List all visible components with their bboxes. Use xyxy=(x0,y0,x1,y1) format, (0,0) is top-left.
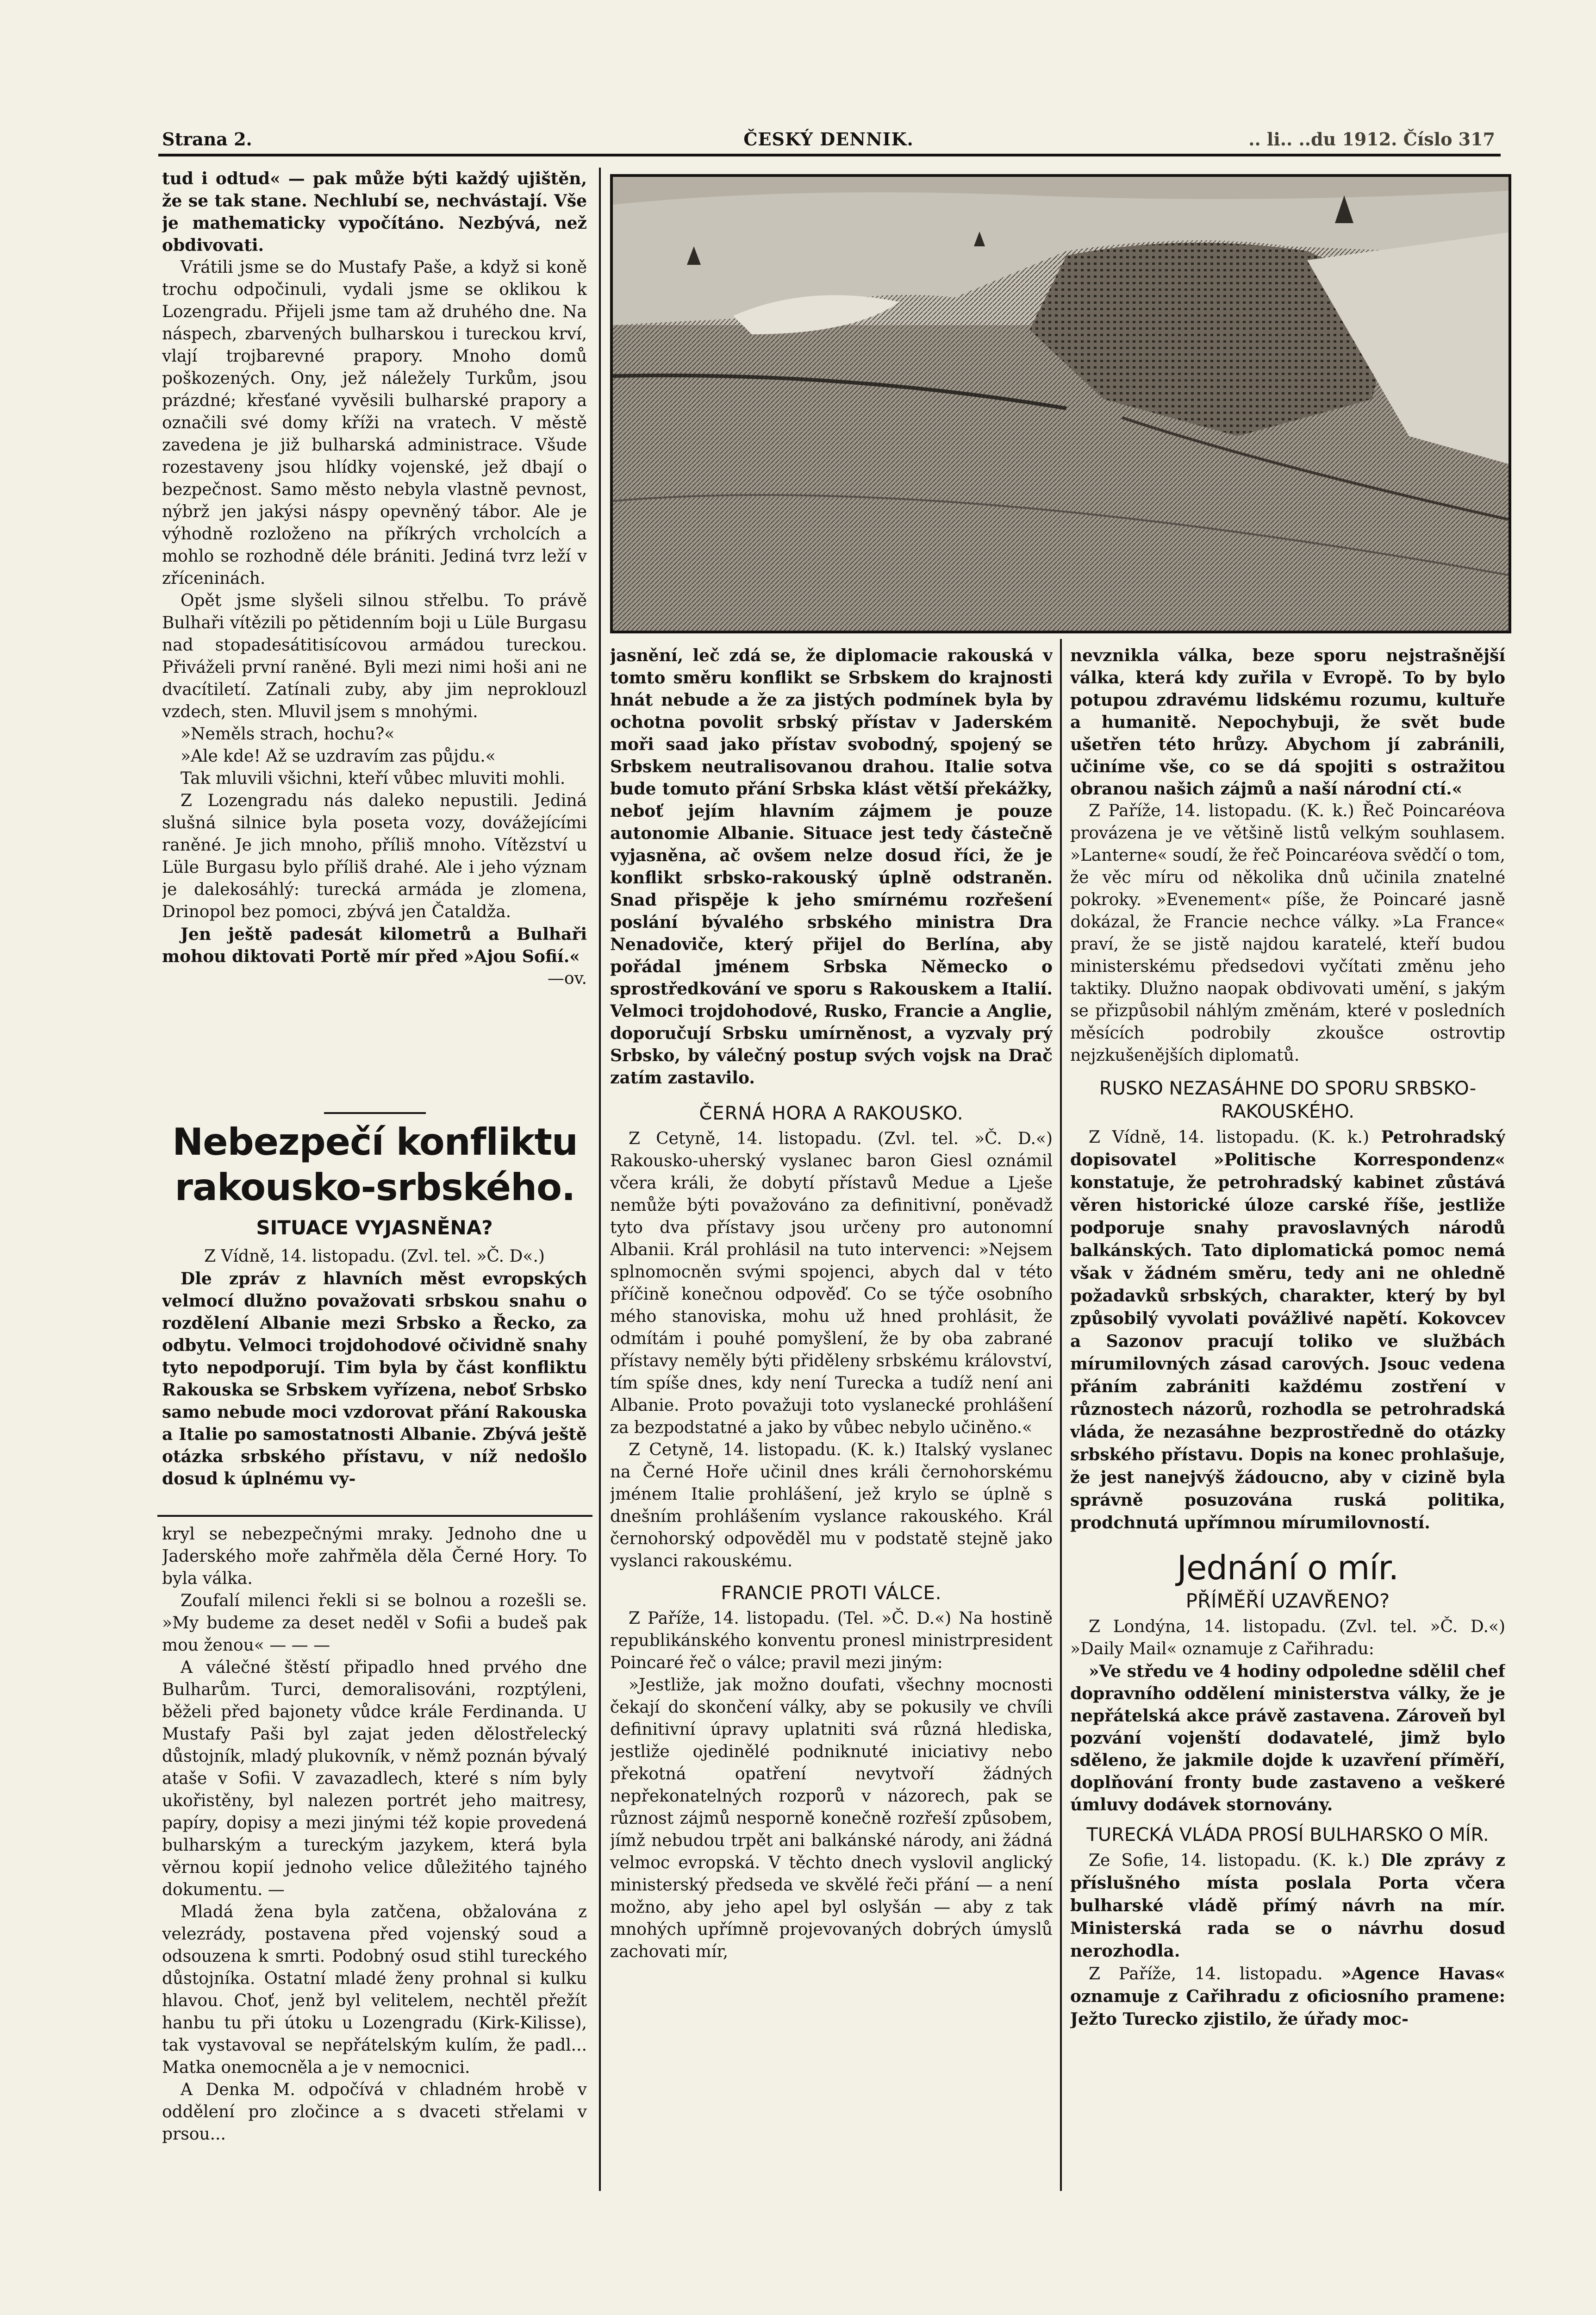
article-bold-text: Dle zprávy z příslušného místa poslala Porta včera bulharské vládě přímý návrh na mír. Ministerská rada se o návrhu dosud nerozhodla. xyxy=(1070,1851,1505,1961)
heading-cerna-hora: ČERNÁ HORA A RAKOUSKO. xyxy=(699,1103,964,1124)
heading-jednani-o-mir: Jednání o mír. xyxy=(1177,1548,1399,1587)
article-paragraph: »Ve středu ve 4 hodiny odpoledne sdělil chef dopravního oddělení ministerstva války, že je nepřátelská akce právě zastavena. Zároveň byl pozvání vojenští dodavatelé, jimž bylo sděleno, že jakmile dojde k uzavření příměří, doplňování fronty bude zastaveno a veškeré úmluvy dodávek stornovány. xyxy=(1070,1662,1505,1814)
story-paragraph: A válečné štěstí připadlo hned prvého dne Bulharům. Turci, demoralisováni, rozptýleni, běželi před bajonety vůdce krále Ferdinanda. U Mustafy Paši byl zajat jeden dělostřelecký důstojník, mladý plukovník, v němž poznán bývalý ataše v Sofii. V zavazadlech, které s ním byly ukořistěny, byl nalezen portrét jeho maitresy, papíry, dopisy a mezi jinými též kopie provedená bulharským a tureckým jazykem, která byla věrnou kopií jednoho velice důležitého tajného dokumentu. — xyxy=(162,1658,587,1899)
issue-date: .. li.. ..du 1912. Číslo 317 xyxy=(1248,129,1495,150)
article-paragraph: Opět jsme slyšeli silnou střelbu. To právě Bulhaři vítězili po pětidenním boji u Lüle Burgasu nad stopadesátitisícovou armádou tureckou. Přiváželi první raněné. Byli mezi nimi hoši ani ne dvacítiletí. Zatínali zuby, aby jim neproklouzl vzdech, sten. Mluvil jsem s mnohými. xyxy=(162,591,587,721)
city-illustration xyxy=(610,174,1511,633)
heading-rusko: RUSKO NEZASÁHNE DO SPORU SRBSKO-RAKOUSKÉHO. xyxy=(1099,1078,1477,1122)
story-continuation xyxy=(162,1523,587,2195)
article-paragraph: tud i odtud« — pak může býti každý ujištěn, že se tak stane. Nechlubí se, nechvástají. Vše je mathematicky vypočítáno. Nezbývá, než obdivovati. xyxy=(162,169,587,255)
article-paragraph: »Jestliže, jak možno doufati, všechny mocnosti čekají do skončení války, aby se pokusily ve chvíli definitivní úpravy uplatniti svá různá hlediska, jestliže ojedinělé podniknuté iniciativy nebo překotná opatření nevytvoří žádných nepřekonatelných rozporů v názorech, pak se různost zájmů nesporně konečně rozřeší způsobem, jímž nebudou trpět ani balkánské národy, ani žádná velmoc evropská. V těchto dnech vyslovil anglický ministerský předseda ve skvělé řeči přání — a není možno, aby jeho apel byl oslyšán — aby z tak mnohých upřímně projevovaných dobrých úmyslů zachovati mír, xyxy=(610,1676,1053,1961)
dateline: Ze Sofie, 14. listopadu. (K. k.) xyxy=(1089,1851,1370,1870)
article-paragraph: Z Cetyně, 14. listopadu. (Zvl. tel. »Č. D.«) Rakousko-uherský vyslanec baron Giesl oznámil včera králi, že dobytí přístavů Medue a Lješe nemůže býti považováno za definitivní, poněvadž tyto dva přístavy jsou určeny pro autonomní Albanii. Král prohlásil na tuto intervenci: »Nejsem splnomocněn svými spojenci, abych dal v této příčině konečnou odpověď. Co se týče osobního mého stanoviska, mohu už hned prohlásit, že odmítám i pouhé pomyšlení, že by oba zabrané přístavy neměly býti přiděleny srbskému království, tím spíše dnes, kdy není Turecka a tudíž není ani Albanie. Proto považuji toto vyslanecké prohlášení za bezpodstatné a jako by vůbec nebylo učiněno.« xyxy=(610,1129,1053,1437)
dateline: Z Londýna, 14. listopadu. (Zvl. tel. »Č. D.«) »Daily Mail« oznamuje z Cařihradu: xyxy=(1070,1617,1505,1658)
article-paragraph: »Neměls strach, hochu?« xyxy=(181,725,395,744)
middle-column xyxy=(610,644,1053,2193)
article-paragraph: Jen ještě padesát kilometrů a Bulhaři mohou diktovati Portě mír před »Ajou Sofií.« xyxy=(162,925,587,966)
subhead-situace: SITUACE VYJASNĚNA? xyxy=(256,1216,493,1239)
story-paragraph: A Denka M. odpočívá v chladném hrobě v oddělení pro zločince a s dvaceti střelami v prsou... xyxy=(162,2080,587,2144)
dateline: Z Vídně, 14. listopadu. (K. k.) xyxy=(1089,1128,1370,1147)
heading-francie: FRANCIE PROTI VÁLCE. xyxy=(721,1583,942,1604)
masthead xyxy=(162,129,1495,152)
column-rule xyxy=(1060,639,1062,2191)
article-bold-text: Petrohradský dopisovatel »Politische Korrespondenz« konstatuje, že petrohradský kabinet zůstává věren historické úloze carské říše, jestliže podporuje snahy pravoslavných národů balkánských. Tato diplomatická pomoc nemá však v žádném směru, tedy ani ne ohledně požadavků srbských, charakter, který by byl způsobilý vyvolati povážlivé napětí. Kokovcev a Sazonov pracují toliko ve službách mírumilovných zásad carových. Jsouc vedena přáním zabrániti každému zostření v různostech názorů, rozhodla se petrohradská vláda, že nezasáhne bezprostředně do otázky srbského přístavu. Dopis na konec prohlašuje, že jest nanejvýš žádoucno, aby v cizině byla správně posuzována ruská politika, prodchnutá upřímnou mírumilovností. xyxy=(1070,1127,1505,1533)
article-paragraph: Z Paříže, 14. listopadu. (K. k.) Řeč Poincaréova provázena je ve většině listů velkým souhlasem. »Lanterne« soudí, že řeč Poincaréova svědčí o tom, že věc míru od několika dnů učinila znatelné pokroky. »Evenement« píše, že Poincaré jasně dokázal, že Francie nechce války. »La France« praví, že se jistě najdou karatelé, kteří budou ministerskému předsedovi vyčítati změnu jeho taktiky. Dlužno naopak obdivovati umění, s jakým se přizpůsobil náhlým změnám, které v posledních měsících podrobily zkoušce ostrovtip nejzkušenějších diplomatů. xyxy=(1070,801,1505,1065)
article-paragraph: Z Paříže, 14. listopadu. (Tel. »Č. D.«) Na hostině republikánského konventu pronesl ministrpresident Poincaré řeč o válce; pravil mezi jiným: xyxy=(610,1609,1053,1672)
dateline: Z Paříže, 14. listopadu. xyxy=(1089,1965,1323,1983)
section-divider xyxy=(157,1515,592,1517)
conflict-article xyxy=(162,1245,587,1508)
article-paragraph: Dle zpráv z hlavních měst evropských velmocí dlužno považovati srbskou snahu o rozdělení Albanie mezi Srbsko a Řecko, za odbytu. Velmoci trojdohodové očividně snahy tyto nepodporují. Tim byla by část konfliktu Rakouska se Srbskem vyřízena, neboť Srbsko samo nebude moci vzdorovat přání Rakouska a Italie po samostatnosti Albanie. Zbývá ještě otázka srbského přístavu, v níž nedošlo dosud k úplnému vy- xyxy=(162,1269,587,1489)
article-paragraph: Z Lozengradu nás daleko nepustili. Jediná slušná silnice byla poseta vozy, dovážejícími raněné. Je jich mnoho, příliš mnoho. Vítězství u Lüle Burgasu bylo příliš drahé. Ale i jeho význam je dalekosáhlý: turecká armáda je zlomena, Drinopol bez pomoci, zbývá jen Čataldža. xyxy=(162,791,587,921)
heading-primeri: PŘÍMĚŘÍ UZAVŘENO? xyxy=(1185,1589,1390,1612)
right-column xyxy=(1070,644,1505,2193)
heading-turecka-vlada: TURECKÁ VLÁDA PROSÍ BULHARSKO O MÍR. xyxy=(1086,1824,1489,1846)
page-number: Strana 2. xyxy=(162,129,252,150)
newspaper-title: ČESKÝ DENNIK. xyxy=(743,129,914,150)
article-paragraph: Vrátili jsme se do Mustafy Paše, a když si koně trochu odpočinuli, vydali jsme se oklikou k Lozengradu. Přijeli jsme tam až druhého dne. Na náspech, zbarvených bulharskou i tureckou krví, vlají trojbarevné prapory. Mnoho domů poškozených. Ony, jež náležely Turkům, jsou prázdné; křesťané vyvěsili bulharské prapory a označili své domy kříži na vratech. V městě zavedena je již bulharská administrace. Všude rozestaveny jsou hlídky vojenské, jež dbají o bezpečnost. Samo město nebyla vlastně pevnost, nýbrž jen jakýsi náspy opevněný tábor. Ale je výhodně rozloženo na příkrých vrcholcích a mohlo se rozhodně déle brániti. Jediná tvrz leží v zříceninách. xyxy=(162,258,587,588)
article-continuation xyxy=(162,168,587,1102)
article-paragraph: Z Cetyně, 14. listopadu. (K. k.) Italský vyslanec na Černé Hoře učinil dnes králi černohorskému jménem Italie prohlášení, jež krylo se úplně s dnešním prohlášením vyslance rakouského. Král černohorský odpověděl mu v podstatě stejně jako vyslanci rakouskému. xyxy=(610,1440,1053,1570)
dateline: Z Vídně, 14. listopadu. (Zvl. tel. »Č. D«.) xyxy=(204,1247,545,1266)
article-bold-text: »Agence Havas« oznamuje z Cařihradu z oficiosního pramene: Ježto Turecko zjistilo, že úřady moc- xyxy=(1070,1964,1505,2029)
story-paragraph: Mladá žena byla zatčena, obžalována z velezrády, postavena před vojenský soud a odsouzena k smrti. Podobný osud stihl tureckého důstojníka. Ostatní mladé ženy prohnal si kulku hlavou. Choť, jenž byl velitelem, nechtěl přežít hanbu tu při útoku u Lozengradu (Kirk-Kilisse), tak vystavoval se nepřátelským kulím, že padl... Matka onemocněla a je v nemocnici. xyxy=(162,1902,587,2077)
article-paragraph: nevznikla válka, beze sporu nejstrašnější válka, která kdy zuřila v Evropě. To by bylo potupou zdravému lidskému rozumu, kultuře a humanitě. Nepochybuji, že svět bude ušetřen této hrůzy. Abychom jí zabránili, učiníme vše, co se dá spojiti s ostražitou obranou našich zájmů a naší národní ctí.« xyxy=(1070,646,1505,799)
column-rule xyxy=(599,168,601,2191)
section-divider xyxy=(324,1112,426,1114)
story-paragraph: Zoufalí milenci řekli si se bolnou a rozešli se. »My budeme za deset neděl v Sofii a budeš pak mou ženou« — — — xyxy=(162,1591,587,1655)
adrianople-aerial-drawing xyxy=(613,177,1509,631)
masthead-rule xyxy=(158,154,1501,156)
headline-conflict: Nebezpečí konfliktu rakousko-srbského. xyxy=(172,1120,578,1209)
article-paragraph: Tak mluvili všichni, kteří vůbec mluviti mohli. xyxy=(181,769,566,788)
article-paragraph: »Ale kde! Až se uzdravím zas půjdu.« xyxy=(181,747,496,766)
article-paragraph: jasnění, leč zdá se, že diplomacie rakouská v tomto směru konflikt se Srbskem do krajnosti hnát nebude a že za jistých podmínek byla by ochotna povolit srbský přístav v Jaderském moři saad jako přístav svobodný, spojený se Srbskem neutralisovanou drahou. Italie sotva bude tomuto přání Srbska klást větší překážky, neboť jejím hlavním zájmem je pouze autonomie Albanie. Situace jest tedy částečně vyjasněna, ač ovšem nelze dosud říci, že je konflikt srbsko-rakouský úplně odstraněn. Snad přispěje k jeho smírnému rozřešení poslání bývalého srbského ministra Dra Nenadoviče, který přijel do Berlína, aby pořádal jménem Srbska Německo o sprostředkování ve sporu s Rakouskem a Italií. Velmoci trojdohodové, Rusko, Francie a Anglie, doporučují Srbsku umírněnost, a vyzvaly prý Srbsko, by válečný postup svých vojsk na Drač zatím zastavilo. xyxy=(610,646,1053,1088)
story-paragraph: kryl se nebezpečnými mraky. Jednoho dne u Jaderského moře zahřměla děla Černé Hory. To byla válka. xyxy=(162,1525,587,1588)
article-signature: —ov. xyxy=(547,969,587,988)
